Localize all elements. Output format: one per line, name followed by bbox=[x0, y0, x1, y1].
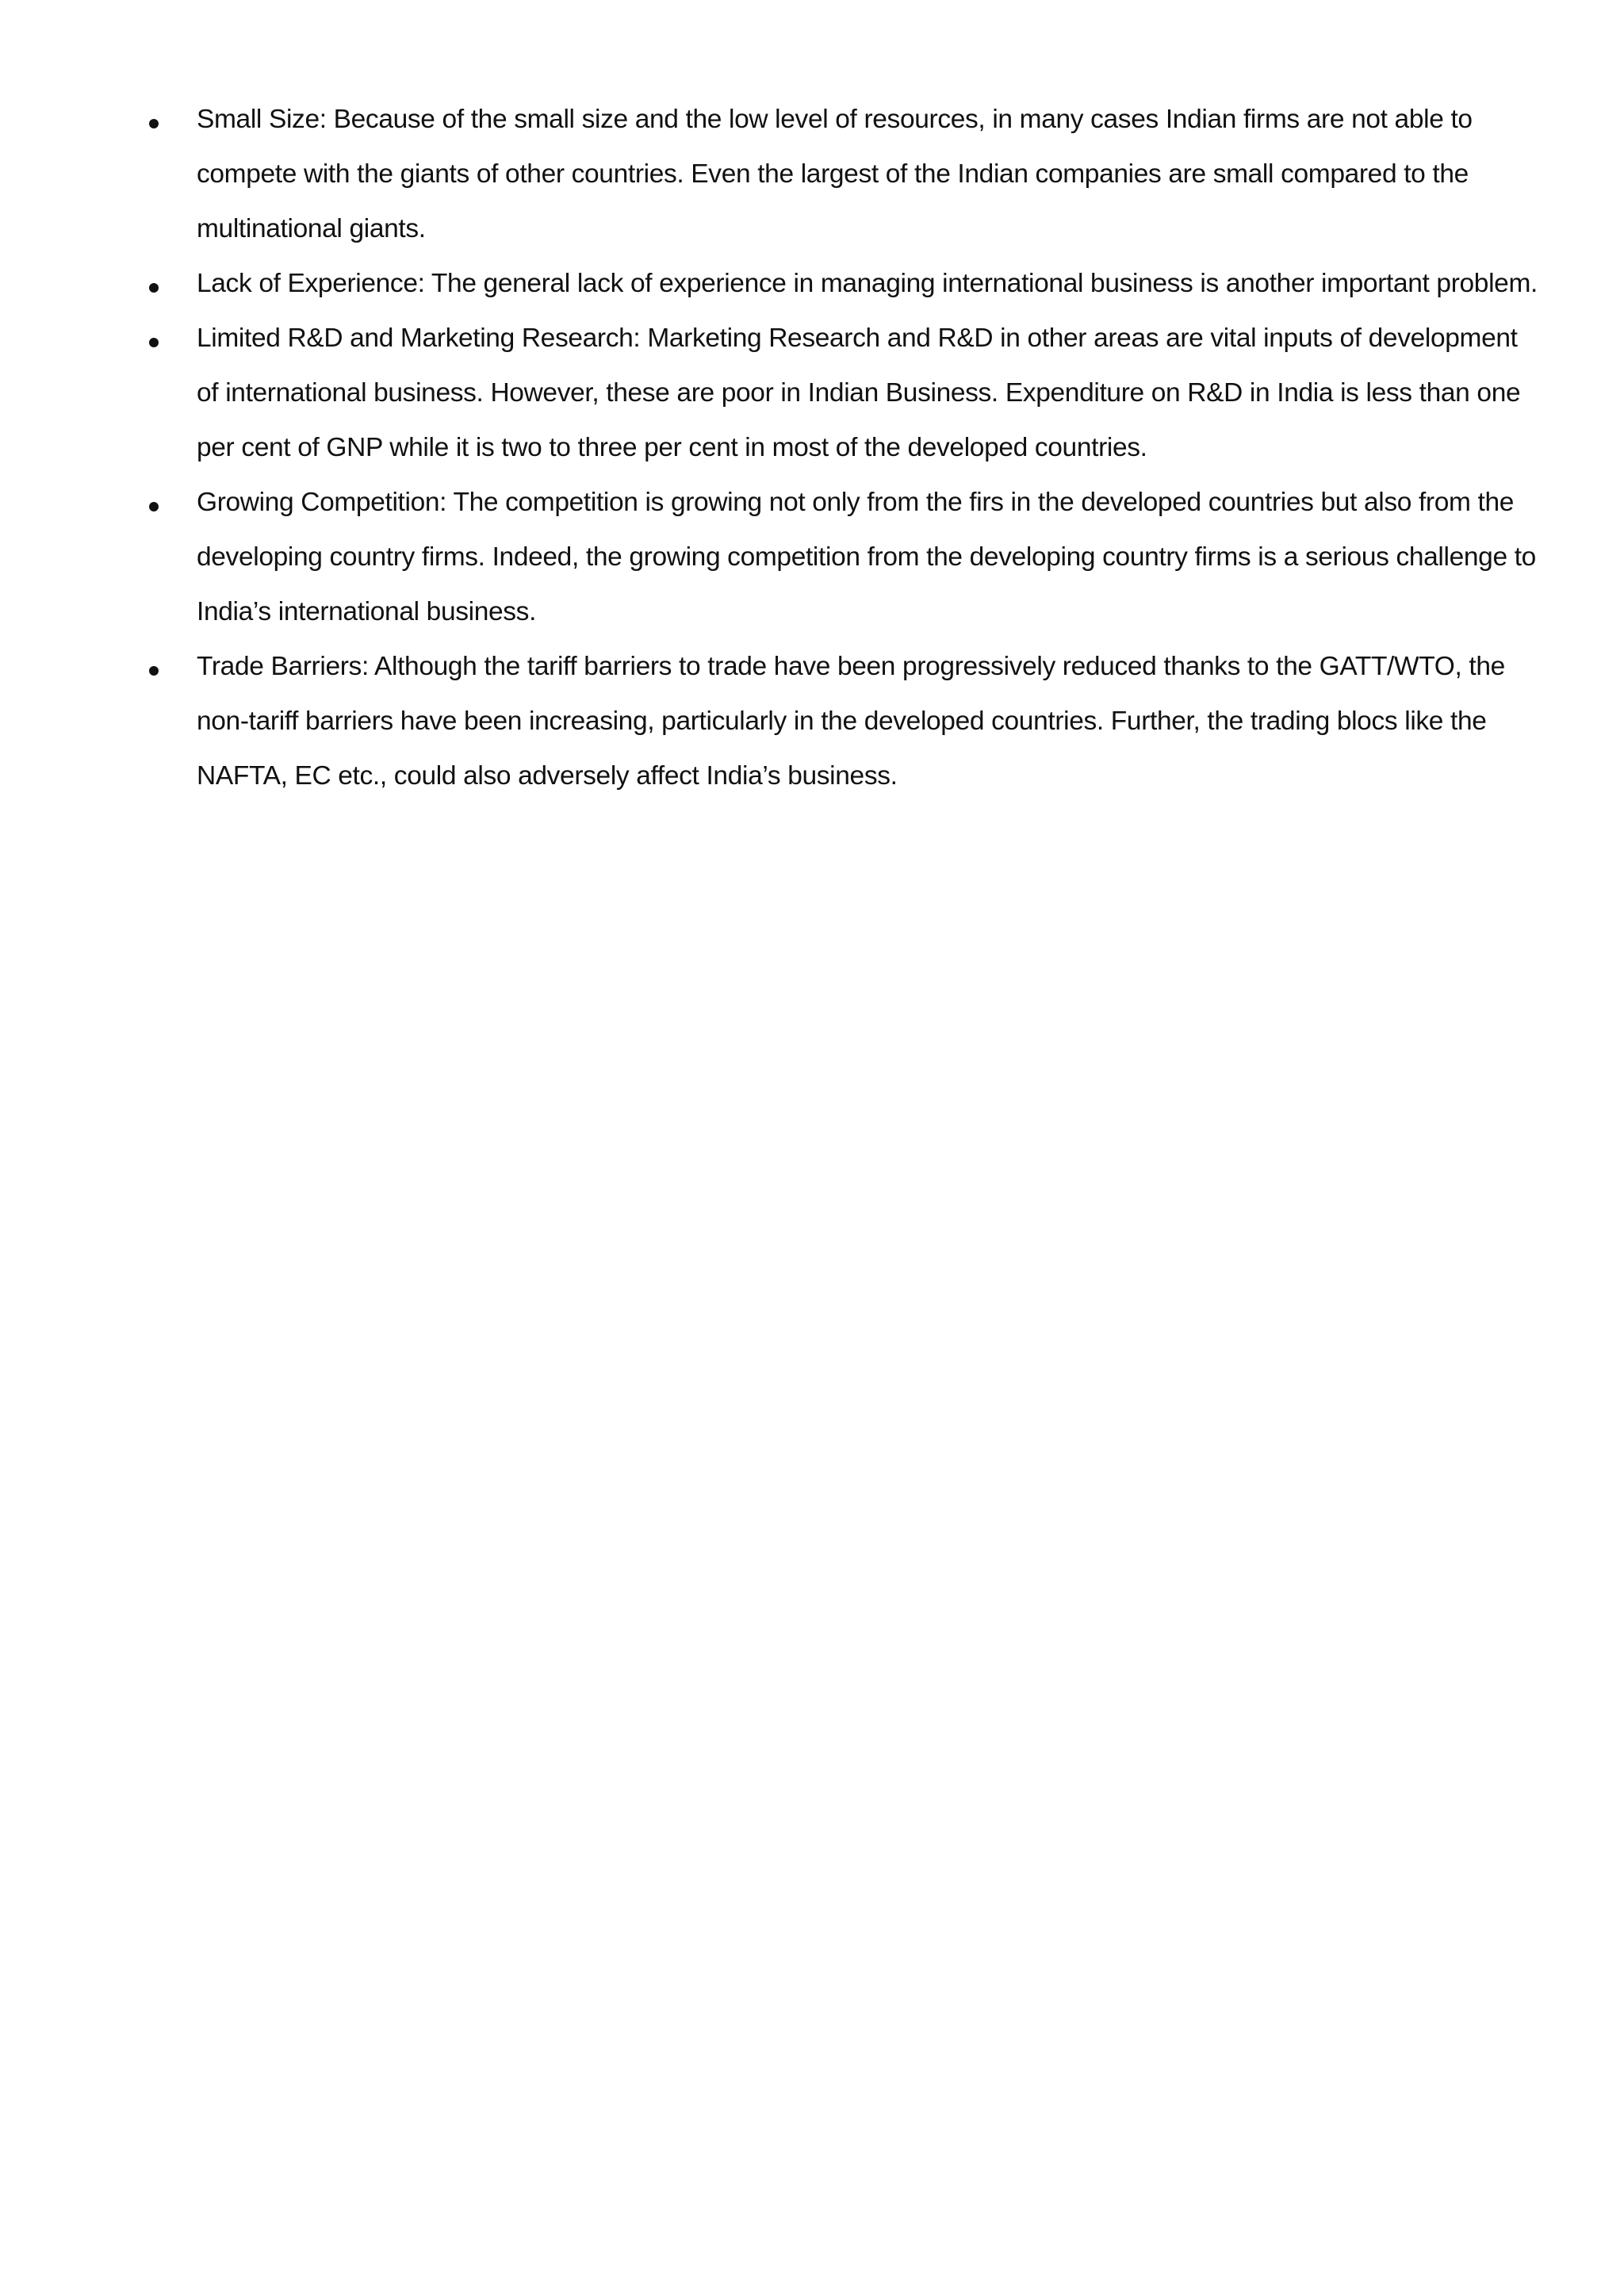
bullet-list bbox=[143, 92, 1538, 803]
bullet-item-limited-rd bbox=[143, 311, 1538, 475]
bullet-text: Limited R&D and Marketing Research: Marketing Research and R&D in other areas are vital inputs of development of international business. However, these are poor in Indian Business. Expenditure on R&D in India is less than one per cent of GNP while it is two to three per cent in most of the developed countries. bbox=[197, 324, 1521, 462]
bullet-point-icon bbox=[149, 283, 159, 293]
bullet-text: Lack of Experience: The general lack of experience in managing international business is another important problem. bbox=[197, 269, 1538, 298]
bullet-text: Small Size: Because of the small size and the low level of resources, in many cases Indian firms are not able to compete with the giants of other countries. Even the largest of the Indian companies are small compared to the multinational giants. bbox=[197, 105, 1473, 243]
bullet-point-icon bbox=[149, 666, 159, 676]
bullet-item-growing-competition bbox=[143, 475, 1538, 639]
bullet-text: Growing Competition: The competition is growing not only from the firs in the developed countries but also from the developing country firms. Indeed, the growing competition from the developing country firms is a serious challenge to India’s international business. bbox=[197, 488, 1536, 626]
bullet-point-icon bbox=[149, 338, 159, 347]
bullet-item-trade-barriers bbox=[143, 639, 1538, 803]
bullet-point-icon bbox=[149, 119, 159, 128]
bullet-item-lack-of-experience bbox=[143, 256, 1538, 311]
bullet-item-small-size bbox=[143, 92, 1538, 256]
bullet-point-icon bbox=[149, 502, 159, 511]
bullet-text: Trade Barriers: Although the tariff barriers to trade have been progressively reduced thanks to the GATT/WTO, the non-tariff barriers have been increasing, particularly in the developed countries. Further, the trading blocs like the NAFTA, EC etc., could also adversely affect India’s business. bbox=[197, 652, 1505, 791]
